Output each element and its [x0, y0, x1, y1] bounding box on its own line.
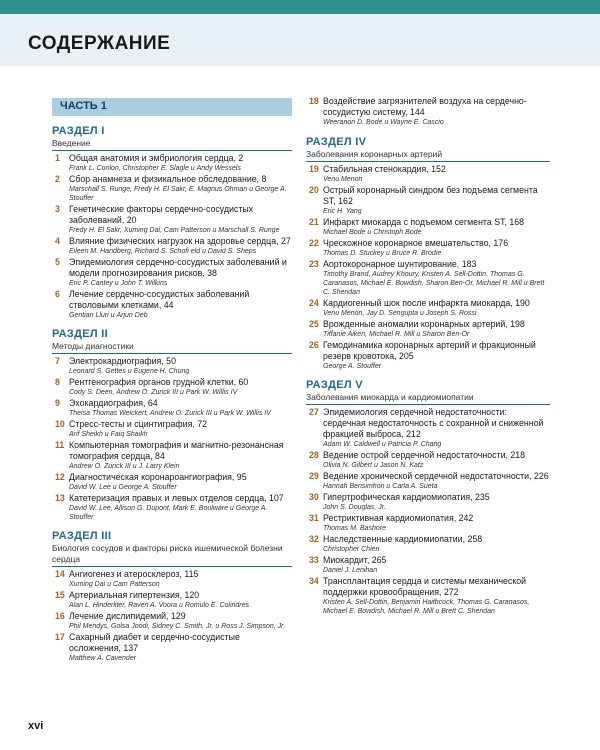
chapter-body	[69, 377, 292, 397]
chapter-title: Ведение хронической сердечной недостаточности, 226	[323, 471, 549, 481]
chapter-body	[323, 555, 550, 575]
chapter-number: 20	[309, 185, 319, 195]
chapter-title: Ведение острой сердечной недостаточности, 218	[323, 450, 526, 460]
toc-entry[interactable]	[52, 493, 292, 522]
chapter-number: 21	[309, 217, 319, 227]
chapter-body	[323, 471, 550, 491]
chapter-authors: Daniel J. Lenihan	[323, 567, 378, 574]
chapter-title: Катетеризация правых и левых отделов сердца, 107	[69, 493, 284, 503]
toc-entry[interactable]	[306, 534, 550, 554]
chapter-authors: Adam W. Caldwell и Patricia P. Chang	[323, 441, 442, 448]
toc-entry[interactable]	[52, 472, 292, 492]
chapter-number: 14	[55, 569, 65, 579]
chapter-number: 13	[55, 493, 65, 503]
chapter-authors: Olivia N. Gilbert и Jason N. Katz	[323, 462, 424, 469]
chapter-authors: Marschall S. Runge, Fredy H. El Sakr, E. Magnus Ohman и George A. Stouffer	[69, 186, 287, 202]
chapter-body	[69, 632, 292, 663]
chapter-body	[69, 174, 292, 203]
toc-entry[interactable]	[52, 590, 292, 610]
chapter-authors: Eric H. Yang	[323, 208, 362, 215]
chapter-body	[69, 257, 292, 288]
chapter-body	[323, 164, 550, 184]
chapter-body	[323, 340, 550, 371]
chapter-body	[69, 236, 292, 256]
chapter-body	[323, 450, 550, 470]
section-subtitle: Методы диагностики	[52, 341, 292, 354]
toc-entry[interactable]	[52, 611, 292, 631]
page-number: xvi	[28, 720, 44, 732]
chapter-body	[69, 590, 292, 610]
chapter-body	[69, 493, 292, 522]
chapter-title: Стресс-тесты и сцинтиграфия, 72	[69, 419, 208, 429]
left-sections	[52, 125, 292, 663]
toc-entry[interactable]	[306, 259, 550, 297]
toc-entry[interactable]	[306, 96, 550, 127]
chapter-body	[323, 298, 550, 318]
chapter-number: 26	[309, 340, 319, 350]
chapter-authors: Leonard S. Gettes и Eugene H. Chung	[69, 368, 190, 375]
left-column	[52, 98, 292, 671]
toc-entry[interactable]	[306, 471, 550, 491]
section-title: РАЗДЕЛ II	[52, 328, 108, 340]
chapter-number: 10	[55, 419, 65, 429]
chapter-authors: Fredy H. El Sakr, Xuming Dai, Cam Patterson и Marschall S. Runge	[69, 227, 280, 234]
chapter-authors: David W. Lee и George A. Stouffer	[69, 484, 177, 491]
chapter-authors: Timothy Brand, Audrey Khoury, Kristen A. Sell-Dottin, Thomas G. Caranasos, Michael E. Bowdish, Sharon Ben-Or, Michael R. Mill и Brett C. Sheridan	[323, 271, 545, 296]
chapter-number: 28	[309, 450, 319, 460]
chapter-number: 27	[309, 407, 319, 417]
chapter-number: 6	[55, 289, 60, 299]
right-column	[306, 98, 550, 624]
chapter-number: 25	[309, 319, 319, 329]
chapter-title: Лечение сердечно-сосудистых заболеваний стволовыми клетками, 44	[69, 289, 250, 310]
chapter-number: 24	[309, 298, 319, 308]
toc-entry[interactable]	[52, 289, 292, 320]
section-subtitle: Заболевания миокарда и кардиомиопатии	[306, 392, 550, 405]
toc-entry[interactable]	[306, 340, 550, 371]
chapter-title: Общая анатомия и эмбриология сердца, 2	[69, 153, 244, 163]
right-sections	[306, 136, 550, 616]
chapter-title: Компьютерная томография и магнитно-резонансная томография сердца, 84	[69, 440, 284, 461]
chapter-body	[69, 419, 292, 439]
chapter-body	[323, 492, 550, 512]
section-title: РАЗДЕЛ I	[52, 125, 105, 137]
chapter-number: 16	[55, 611, 65, 621]
chapter-title: Эпидемиология сердечно-сосудистых заболеваний и модели прогнозирования рисков, 38	[69, 257, 287, 278]
toc-entry[interactable]	[306, 217, 550, 237]
chapter-number: 22	[309, 238, 319, 248]
toc-entry[interactable]	[306, 185, 550, 216]
chapter-authors: Matthew A. Cavender	[69, 655, 137, 662]
toc-entry[interactable]	[306, 319, 550, 339]
chapter-body	[69, 289, 292, 320]
top-color-bar	[0, 0, 600, 14]
toc-entry[interactable]	[52, 398, 292, 418]
chapter-authors: Theisa Thomas Weickert, Andrew O. Zurick III и Park W. Willis IV	[69, 410, 271, 417]
chapter-body	[323, 217, 550, 237]
chapter-authors: Phil Mendys, Golsa Joodi, Sidney C. Smith, Jr. и Ross J. Simpson, Jr.	[69, 623, 286, 630]
toc-entry[interactable]	[52, 204, 292, 235]
chapter-authors: Alan L. Hinderliter, Raven A. Voora и Romulo E. Colindres	[69, 602, 250, 609]
chapter-authors: Thomas D. Stuckey и Bruce R. Brodie	[323, 250, 442, 257]
chapter-authors: Michael Bode и Christoph Bode	[323, 229, 422, 236]
toc-entry[interactable]	[52, 632, 292, 663]
section-title: РАЗДЕЛ V	[306, 379, 363, 391]
chapter-number: 15	[55, 590, 65, 600]
toc-entry[interactable]	[52, 440, 292, 471]
chapter-authors: Xuming Dai и Cam Patterson	[69, 581, 160, 588]
toc-section	[306, 136, 550, 371]
chapter-title: Гипертрофическая кардиомиопатия, 235	[323, 492, 490, 502]
chapter-number: 33	[309, 555, 319, 565]
chapter-authors: Gentian Lluri и Arjun Deb	[69, 312, 148, 319]
section-subtitle: Заболевания коронарных артерий	[306, 149, 550, 162]
part-heading: ЧАСТЬ 1	[52, 98, 292, 116]
section-subtitle: Введение	[52, 138, 292, 151]
chapter-body	[323, 576, 550, 616]
chapter-title: Лечение дислипидемий, 129	[69, 611, 186, 621]
toc-section	[52, 328, 292, 522]
chapter-title: Рестриктивная кардиомиопатия, 242	[323, 513, 474, 523]
chapter-number: 8	[55, 377, 60, 387]
toc-section	[52, 530, 292, 663]
toc-entry[interactable]	[52, 257, 292, 288]
toc-entry[interactable]	[306, 238, 550, 258]
chapter-body	[323, 259, 550, 297]
section-title: РАЗДЕЛ III	[52, 530, 112, 542]
toc-entry[interactable]	[52, 356, 292, 376]
chapter-authors: Christopher Chien	[323, 546, 380, 553]
chapter-title: Аортокоронарное шунтирование, 183	[323, 259, 477, 269]
toc-entry[interactable]	[52, 419, 292, 439]
chapter-authors: David W. Lee, Allison G. Dupont, Mark E. Boulware и George A. Stouffer	[69, 505, 268, 521]
toc-entry[interactable]	[306, 492, 550, 512]
chapter-authors: Weeranon D. Bode и Wayne E. Cascio	[323, 119, 444, 126]
chapter-authors: Eric P. Cantey и John T. Wilkins	[69, 280, 168, 287]
chapter-number: 1	[55, 153, 60, 163]
chapter-number: 11	[55, 440, 65, 450]
chapter-number: 18	[309, 96, 319, 106]
chapter-authors: Andrew O. Zurick III и J. Larry Klein	[69, 463, 180, 470]
chapter-title: Кардиогенный шок после инфаркта миокарда, 190	[323, 298, 530, 308]
chapter-body	[323, 185, 550, 216]
chapter-body	[323, 319, 550, 339]
chapter-title: Артериальная гипертензия, 120	[69, 590, 200, 600]
chapter-title: Генетические факторы сердечно-сосудистых заболеваний, 20	[69, 204, 254, 225]
toc-section	[52, 125, 292, 320]
section-title: РАЗДЕЛ IV	[306, 136, 367, 148]
chapter-title: Инфаркт миокарда с подъемом сегмента ST, 168	[323, 217, 525, 227]
chapter-number: 9	[55, 398, 60, 408]
chapter-body	[323, 238, 550, 258]
toc-entry[interactable]	[306, 298, 550, 318]
chapter-authors: George A. Stouffer	[323, 363, 382, 370]
chapter-authors: Tiffanie Aiken, Michael R. Mill и Sharon Ben-Or	[323, 331, 470, 338]
chapter-body	[69, 153, 292, 173]
toc-entry[interactable]	[306, 513, 550, 533]
chapter-title: Чрескожное коронарное вмешательство, 176	[323, 238, 509, 248]
chapter-title: Электрокардиография, 50	[69, 356, 176, 366]
chapter-title: Рентгенография органов грудной клетки, 60	[69, 377, 249, 387]
chapter-body	[69, 398, 292, 418]
chapter-title: Гемодинамика коронарных артерий и фракционный резерв кровотока, 205	[323, 340, 536, 361]
chapter-number: 29	[309, 471, 319, 481]
chapter-authors: Cody S. Deen, Andrew O. Zurick III и Park W. Willis IV	[69, 389, 238, 396]
toc-entry[interactable]	[52, 236, 292, 256]
chapter-title: Стабильная стенокардия, 152	[323, 164, 446, 174]
chapter-body	[323, 407, 550, 449]
toc-entry[interactable]	[306, 450, 550, 470]
chapter-number: 4	[55, 236, 60, 246]
chapter-body	[69, 611, 292, 631]
toc-entry[interactable]	[52, 377, 292, 397]
toc-entry[interactable]	[306, 407, 550, 449]
chapter-authors: Hannah Bensimhon и Carla A. Sueta	[323, 483, 438, 490]
chapter-title: Наследственные кардиомиопатии, 258	[323, 534, 483, 544]
chapter-title: Влияние физических нагрузок на здоровье сердца, 27	[69, 236, 291, 246]
chapter-title: Диагностическая коронароангиография, 95	[69, 472, 247, 482]
toc-entry[interactable]	[306, 576, 550, 616]
chapter-body	[323, 534, 550, 554]
chapter-body	[69, 569, 292, 589]
chapter-title: Трансплантация сердца и системы механической поддержки кровообращения, 272	[323, 576, 527, 597]
chapter-title: Сахарный диабет и сердечно-сосудистые осложнения, 137	[69, 632, 240, 653]
chapter-number: 12	[55, 472, 65, 482]
chapter-number: 31	[309, 513, 319, 523]
chapter-title: Эхокардиография, 64	[69, 398, 158, 408]
chapter-title: Воздействие загрязнителей воздуха на сердечно-сосудистую систему, 144	[323, 96, 527, 117]
chapter-title: Острый коронарный синдром без подъема сегмента ST, 162	[323, 185, 538, 206]
page-title: СОДЕРЖАНИЕ	[28, 33, 171, 54]
toc-entry[interactable]	[52, 569, 292, 589]
chapter-authors: Venu Menon, Jay D. Sengupta и Joseph S. Rossi	[323, 310, 477, 317]
chapter-number: 30	[309, 492, 319, 502]
chapter-title: Сбор анамнеза и физикальное обследование, 8	[69, 174, 267, 184]
chapter-authors: Frank L. Conlon, Christopher E. Slagle и Andy Wessels	[69, 165, 241, 172]
chapter-authors: Arif Sheikh и Faiq Shaikh	[69, 431, 148, 438]
chapter-body	[69, 204, 292, 235]
chapter-number: 17	[55, 632, 65, 642]
chapter-authors: Kristen A. Sell-Dottin, Benjamin Haithcock, Thomas G. Caranasos, Michael E. Bowdish, Michael R. Mill и Brett C. Sheridan	[323, 599, 530, 615]
toc-entry[interactable]	[52, 174, 292, 203]
chapter-body	[69, 440, 292, 471]
chapter-authors: John S. Douglas, Jr.	[323, 504, 386, 511]
chapter-title: Эпидемиология сердечной недостаточности: сердечная недостаточность с сохранной и сниженной фракцией выброса, 212	[323, 407, 544, 439]
toc-entry[interactable]	[306, 164, 550, 184]
chapter-number: 32	[309, 534, 319, 544]
chapter-title: Врожденные аномалии коронарных артерий, 198	[323, 319, 525, 329]
chapter-title: Ангиогенез и атеросклероз, 115	[69, 569, 199, 579]
chapter-body	[323, 513, 550, 533]
chapter-number: 23	[309, 259, 319, 269]
chapter-number: 2	[55, 174, 60, 184]
chapter-number: 3	[55, 204, 60, 214]
chapter-title: Миокардит, 265	[323, 555, 387, 565]
toc-entry[interactable]	[306, 555, 550, 575]
chapter-body	[69, 472, 292, 492]
toc-section	[306, 379, 550, 616]
chapter-authors: Eileen M. Handberg, Richard S. Schofi eld и David S. Sheps	[69, 248, 257, 255]
chapter-authors: Thomas M. Bashore	[323, 525, 387, 532]
chapter-number: 7	[55, 356, 60, 366]
toc-entry[interactable]	[52, 153, 292, 173]
chapter-body	[69, 356, 292, 376]
chapter-number: 19	[309, 164, 319, 174]
chapter-number: 5	[55, 257, 60, 267]
chapter-authors: Venu Menon	[323, 176, 363, 183]
section-subtitle: Биология сосудов и факторы риска ишемической болезни сердца	[52, 543, 292, 567]
chapter-number: 34	[309, 576, 319, 586]
